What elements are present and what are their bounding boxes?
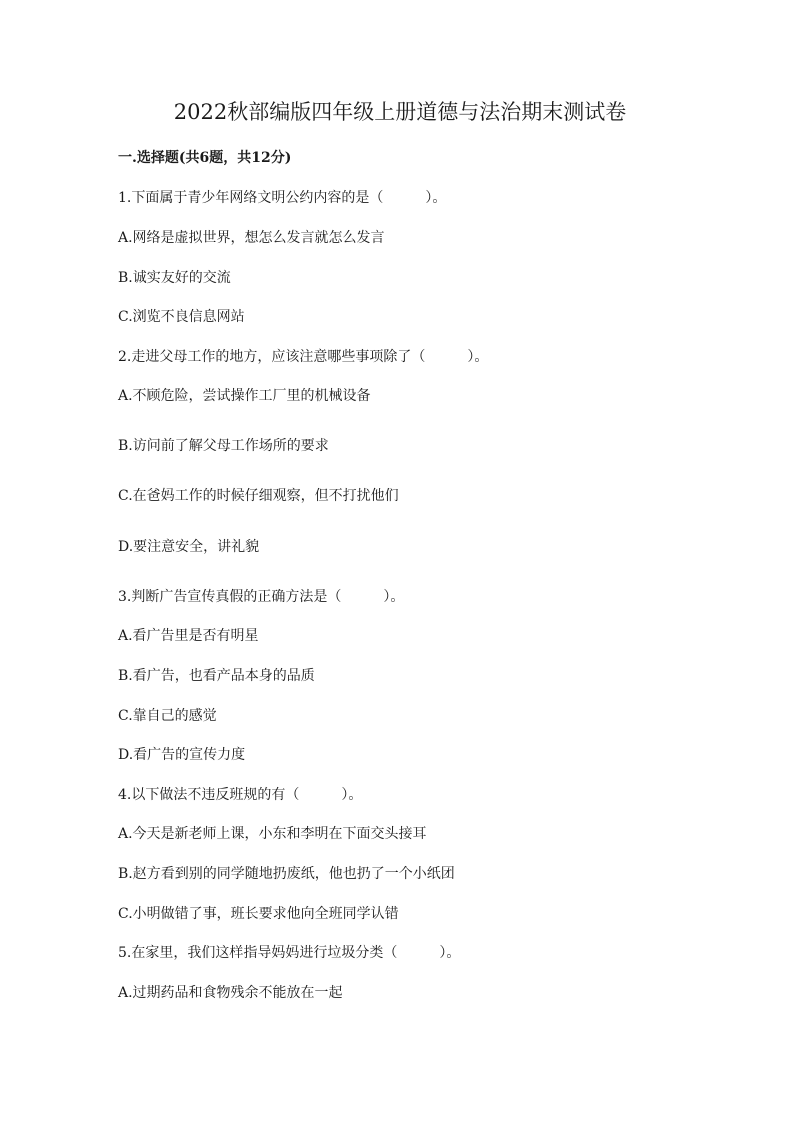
question-3-option-c: C.靠自己的感觉 <box>118 708 217 724</box>
question-3-option-b: B.看广告，也看产品本身的品质 <box>118 668 315 684</box>
question-3-option-a: A.看广告里是否有明星 <box>118 628 259 644</box>
question-3-option-d: D.看广告的宣传力度 <box>118 747 246 763</box>
question-1-option-b: B.诚实友好的交流 <box>118 270 231 286</box>
question-4-option-a: A.今天是新老师上课，小东和李明在下面交头接耳 <box>118 826 427 842</box>
question-2-stem: 2.走进父母工作的地方，应该注意哪些事项除了（ ）。 <box>118 349 489 365</box>
question-5-stem: 5.在家里，我们这样指导妈妈进行垃圾分类（ ）。 <box>118 945 461 961</box>
question-1-option-c: C.浏览不良信息网站 <box>118 309 245 325</box>
question-4-option-b: B.赵方看到别的同学随地扔废纸，他也扔了一个小纸团 <box>118 866 455 882</box>
question-1-stem: 1.下面属于青少年网络文明公约内容的是（ ）。 <box>118 190 447 206</box>
section-heading: 一.选择题(共6题，共12分) <box>118 150 292 166</box>
question-4-stem: 4.以下做法不违反班规的有（ ）。 <box>118 787 363 803</box>
question-5-option-a: A.过期药品和食物残余不能放在一起 <box>118 985 343 1001</box>
question-2-option-a: A.不顾危险，尝试操作工厂里的机械设备 <box>118 388 371 404</box>
question-2-option-b: B.访问前了解父母工作场所的要求 <box>118 438 329 454</box>
question-2-option-d: D.要注意安全，讲礼貌 <box>118 539 260 555</box>
question-1-option-a: A.网络是虚拟世界，想怎么发言就怎么发言 <box>118 230 385 246</box>
question-3-stem: 3.判断广告宣传真假的正确方法是（ ）。 <box>118 589 405 605</box>
page-title: 2022秋部编版四年级上册道德与法治期末测试卷 <box>173 100 627 124</box>
question-2-option-c: C.在爸妈工作的时候仔细观察，但不打扰他们 <box>118 488 399 504</box>
question-4-option-c: C.小明做错了事，班长要求他向全班同学认错 <box>118 906 399 922</box>
